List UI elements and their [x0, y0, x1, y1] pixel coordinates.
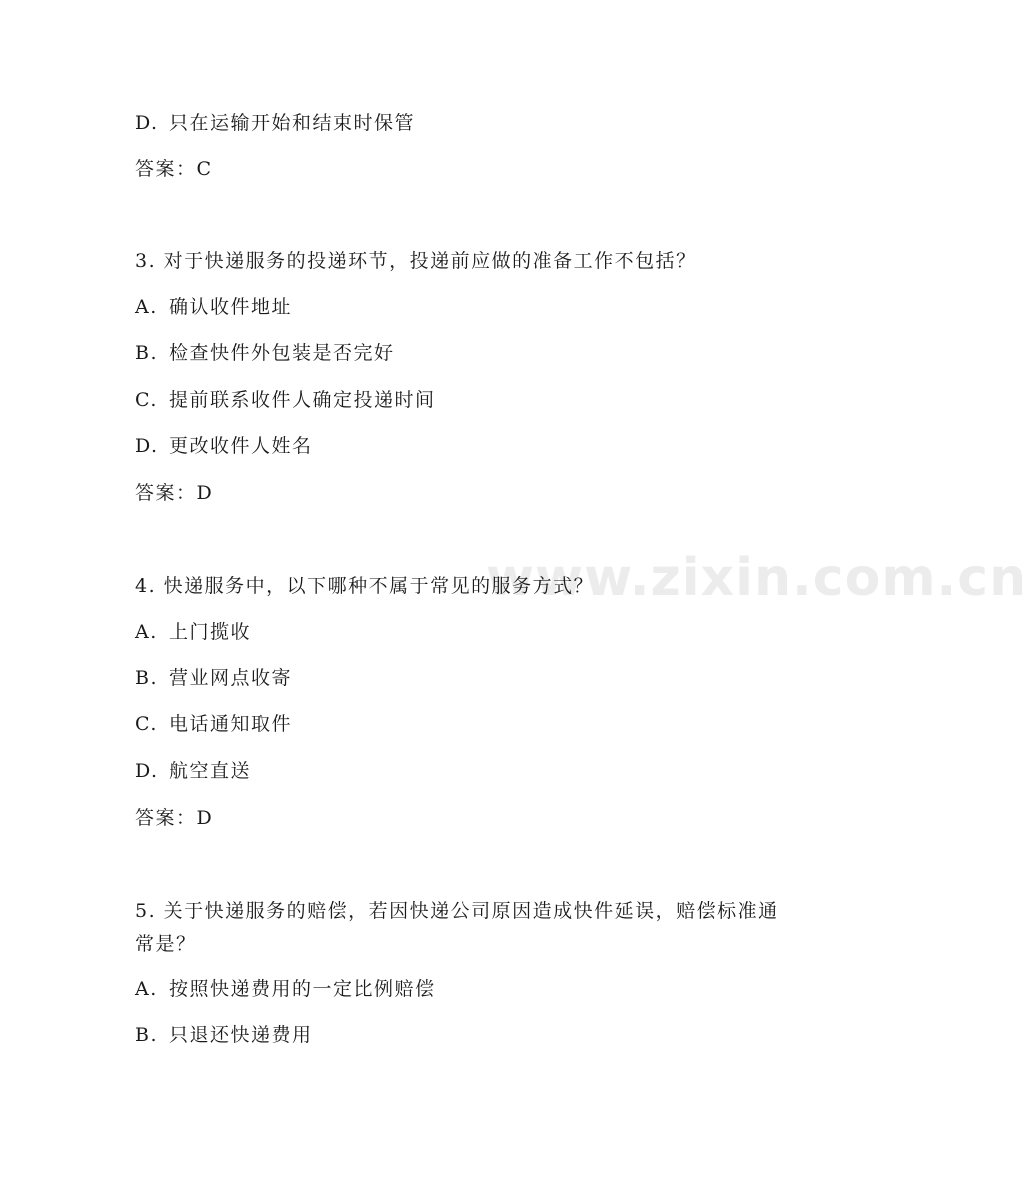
q3-option-d [135, 432, 795, 460]
option-text: 营业网点收寄 [169, 667, 293, 689]
option-letter: B. [135, 1024, 159, 1046]
q5-option-b [135, 1021, 795, 1049]
option-letter: C. [135, 713, 158, 735]
q4-question: 4. 快递服务中，以下哪种不属于常见的服务方式？ [135, 575, 595, 597]
option-letter: D. [135, 760, 159, 782]
option-text: 电话通知取件 [169, 713, 293, 735]
q5-question: 5. 关于快递服务的赔偿，若因快递公司原因造成快件延误，赔偿标准通常是？ [135, 900, 779, 955]
q3-answer: 答案：D [135, 482, 214, 504]
q4-answer: 答案：D [135, 807, 214, 829]
watermark: www.zixin.com.cn [486, 548, 1027, 608]
q4-option-a [135, 618, 795, 646]
option-text: 只在运输开始和结束时保管 [169, 112, 416, 134]
option-letter: A. [135, 621, 158, 643]
option-text: 上门揽收 [169, 621, 252, 643]
option-text: 检查快件外包装是否完好 [169, 342, 395, 364]
q3-question: 3. 对于快递服务的投递环节，投递前应做的准备工作不包括？ [135, 250, 697, 272]
q4-option-b [135, 664, 795, 692]
option-text: 确认收件地址 [169, 296, 293, 318]
q3-option-a [135, 293, 795, 321]
option-text: 只退还快递费用 [169, 1024, 313, 1046]
option-letter: D. [135, 112, 159, 134]
q2-option-d [135, 109, 795, 137]
option-letter: B. [135, 342, 159, 364]
option-letter: A. [135, 978, 158, 1000]
q3-option-b [135, 339, 795, 367]
option-text: 航空直送 [169, 760, 252, 782]
option-letter: B. [135, 667, 159, 689]
option-letter: A. [135, 296, 158, 318]
q5-option-a [135, 975, 795, 1003]
q2-answer: 答案：C [135, 158, 213, 180]
option-letter: C. [135, 389, 158, 411]
option-text: 按照快递费用的一定比例赔偿 [169, 978, 436, 1000]
option-text: 提前联系收件人确定投递时间 [169, 389, 436, 411]
option-letter: D. [135, 435, 159, 457]
option-text: 更改收件人姓名 [169, 435, 313, 457]
q4-option-d [135, 757, 795, 785]
q4-option-c [135, 710, 795, 738]
q3-option-c [135, 386, 795, 414]
